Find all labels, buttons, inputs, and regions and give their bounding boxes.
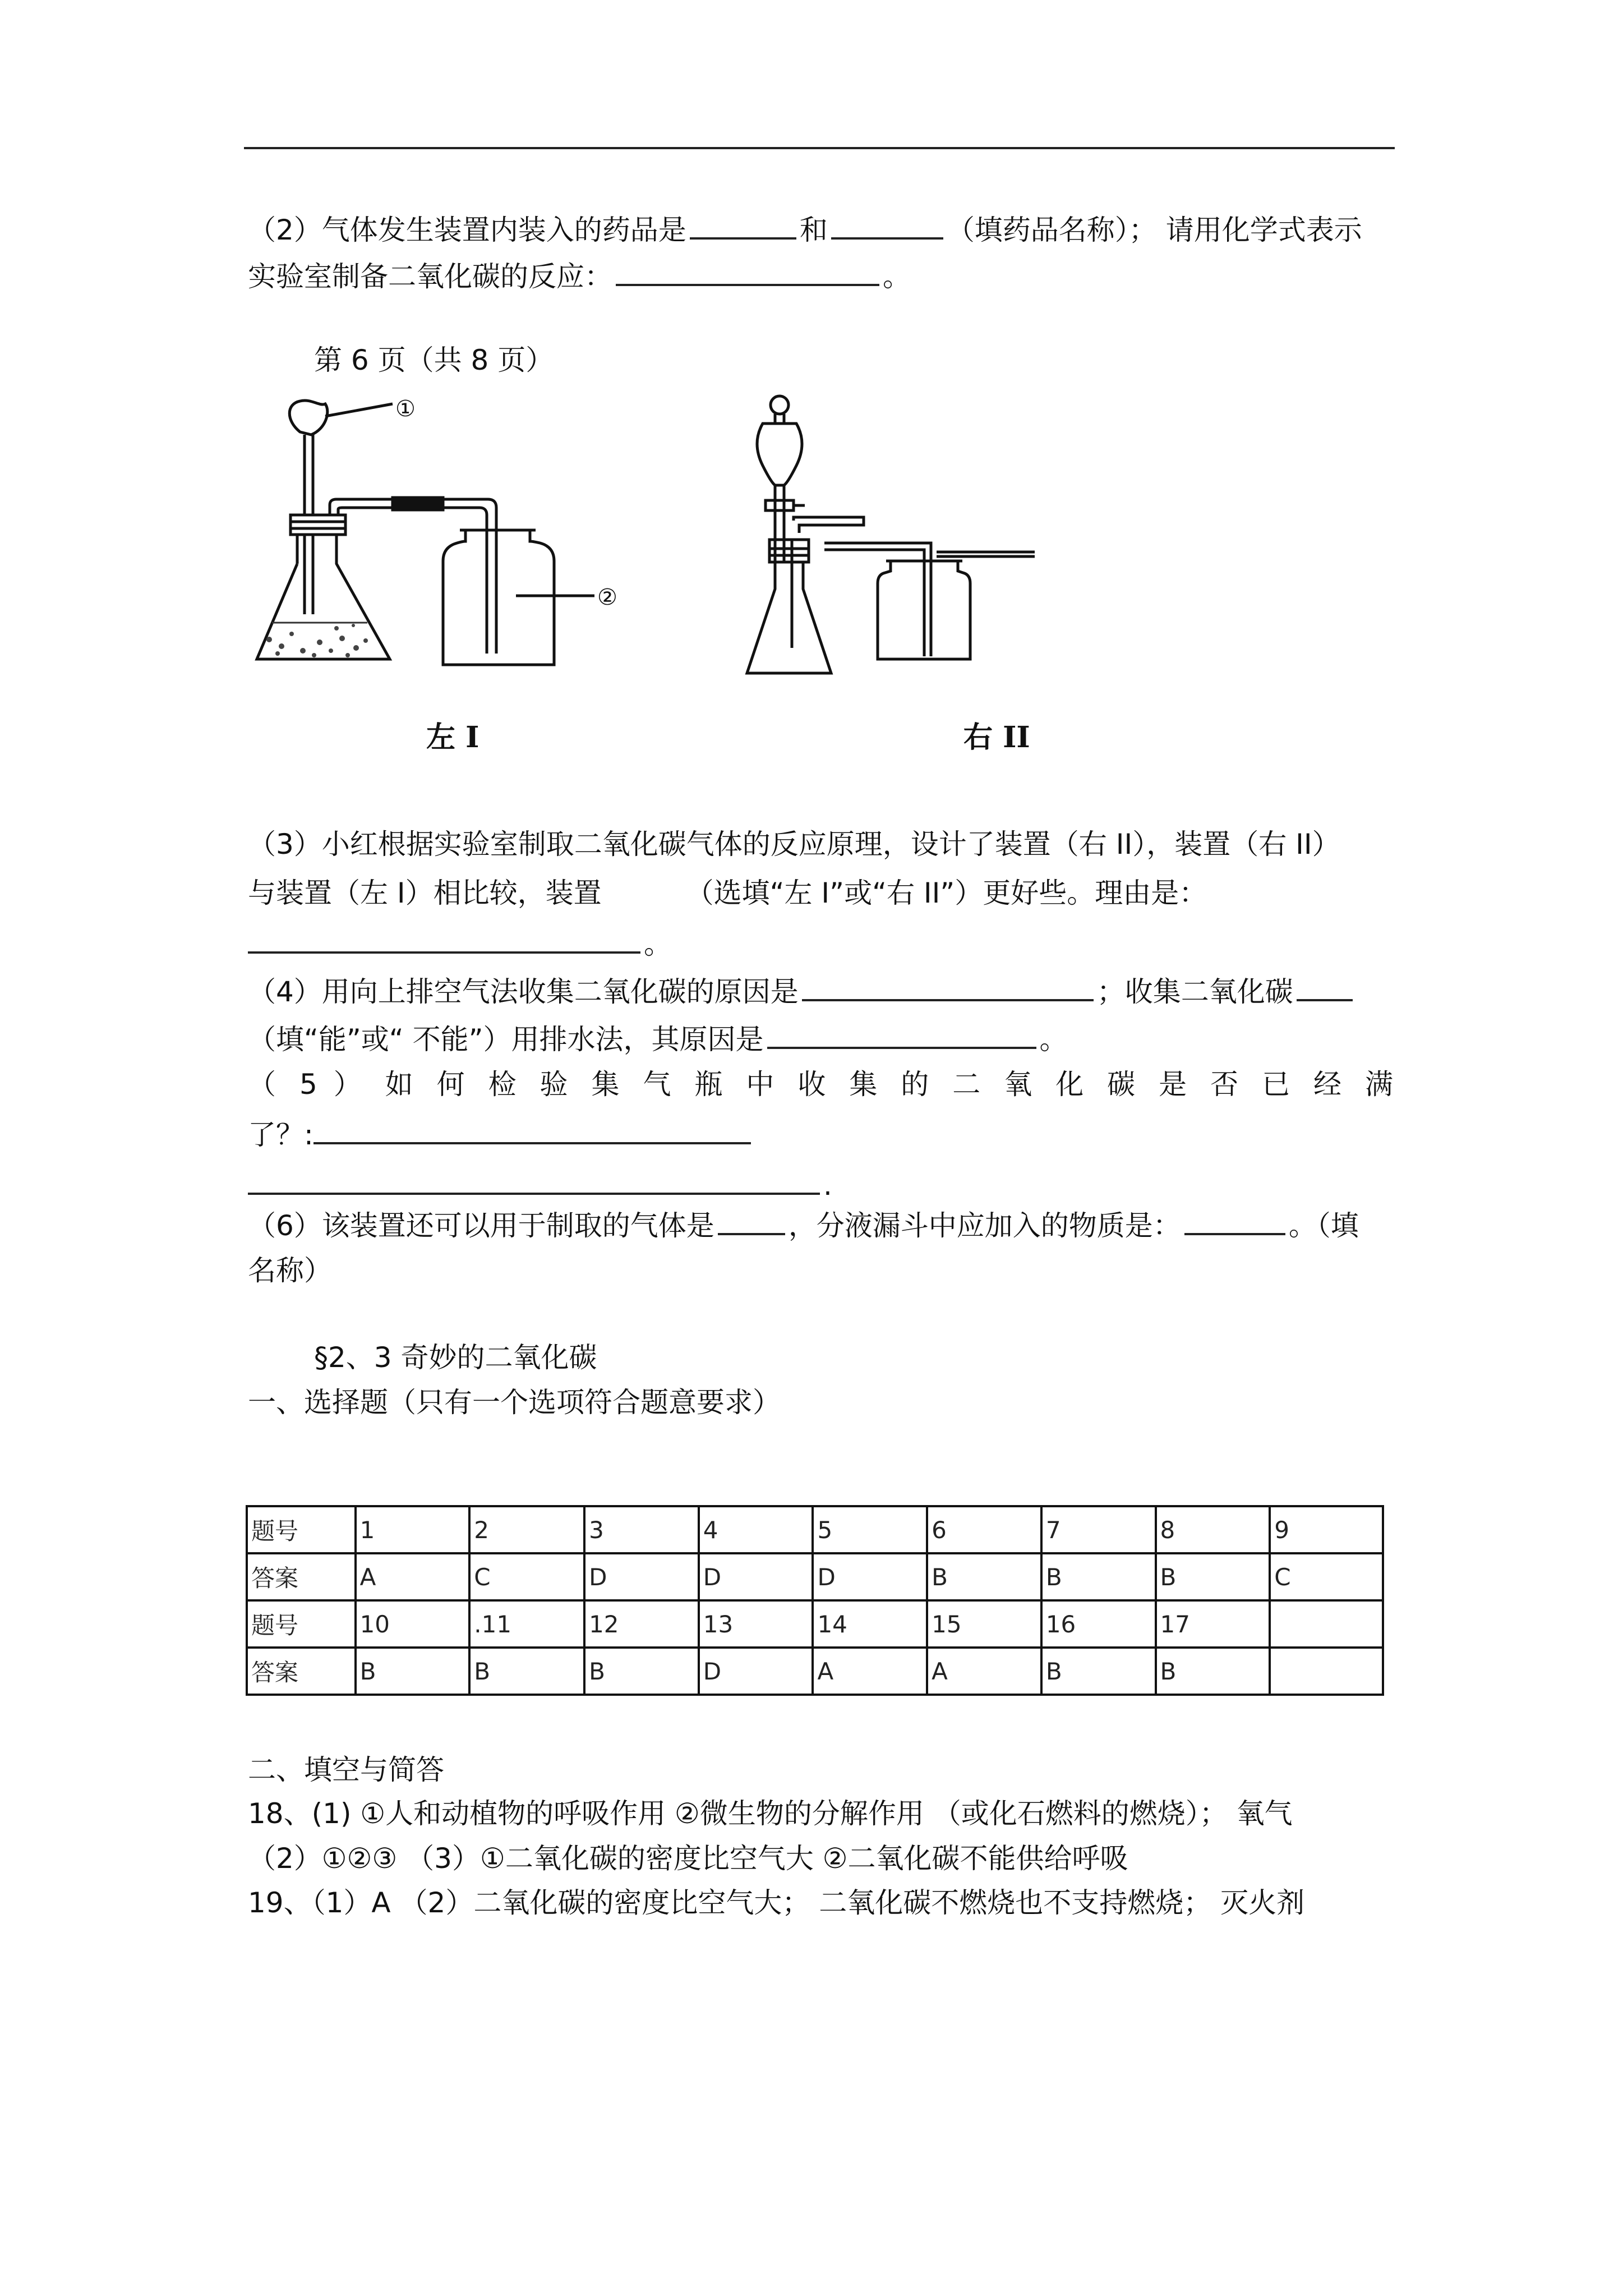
section-title: §2、3 奇妙的二氧化碳: [314, 1341, 597, 1374]
table-cell: D: [584, 1553, 699, 1600]
table-cell: [1270, 1600, 1383, 1648]
q6-line2: 名称）: [248, 1254, 332, 1287]
table-cell: B: [1156, 1553, 1270, 1600]
table-cell: [1270, 1648, 1383, 1695]
table-cell: C: [469, 1553, 584, 1600]
table-cell: 1: [356, 1506, 470, 1553]
part1-title: 一、选择题（只有一个选项符合题意要求）: [248, 1386, 781, 1419]
marker-1-label: ①: [395, 396, 416, 422]
table-cell: B: [1041, 1648, 1156, 1695]
table-cell: B: [927, 1553, 1041, 1600]
table-cell: B: [584, 1648, 699, 1695]
table-row-header-cell: 答案: [247, 1553, 356, 1600]
q4-line1: （4）用向上排空气法收集二氧化碳的原因是 ；收集二氧化碳: [248, 972, 1356, 1009]
right-figure-caption: 右 II: [963, 720, 1030, 754]
q3-line2: 与装置（左 I）相比较，装置 （选填“左 I”或“右 II”）更好些。理由是：: [248, 877, 1207, 909]
table-row: [247, 1553, 1383, 1600]
q5-line1: （ 5 ） 如 何 检 验 集 气 瓶 中 收 集 的 二 氧 化 碳 是 否 已 经 满: [248, 1068, 1393, 1101]
answer-blank: [831, 210, 943, 240]
table-cell: B: [1156, 1648, 1270, 1695]
answer-blank: [767, 1020, 1036, 1049]
answer-blank: [1184, 1206, 1285, 1235]
left-figure-caption: 左 I: [426, 720, 479, 754]
answer-blank: [1297, 972, 1353, 1001]
q3-line1: （3）小红根据实验室制取二氧化碳气体的反应原理，设计了装置（右 II），装置（右 II）: [248, 828, 1340, 861]
table-cell: 3: [584, 1506, 699, 1553]
table-row-header-cell: 题号: [247, 1506, 356, 1553]
answer-blank: [802, 972, 1094, 1001]
table-cell: A: [813, 1648, 927, 1695]
thistle-funnel-shape: [289, 401, 328, 435]
table-cell: B: [356, 1648, 470, 1695]
q2-line1: （2）气体发生装置内装入的药品是 和 （填药品名称）； 请用化学式表示: [248, 210, 1362, 247]
table-cell: 7: [1041, 1506, 1156, 1553]
a18-line2: （2）①②③ （3）①二氧化碳的密度比空气大 ②二氧化碳不能供给呼吸: [248, 1842, 1128, 1875]
table-cell: A: [356, 1553, 470, 1600]
table-cell: A: [927, 1648, 1041, 1695]
q3-line3: 。: [248, 924, 672, 961]
q4-line2: （填“能”或“ 不能”）用排水法，其原因是 。: [248, 1020, 1068, 1056]
table-cell: D: [699, 1553, 813, 1600]
q2-line2: 实验室制备二氧化碳的反应： 。: [248, 257, 911, 293]
header-rule: [244, 147, 1395, 149]
a18-line1: 18、(1) ①人和动植物的呼吸作用 ②微生物的分解作用 （或化石燃料的燃烧）； 氧气: [248, 1797, 1293, 1830]
page-marker: 第 6 页（共 8 页）: [314, 344, 554, 376]
table-cell: 16: [1041, 1600, 1156, 1648]
answer-blank: [248, 1166, 820, 1195]
table-cell: 10: [356, 1600, 470, 1648]
table-cell: 4: [699, 1506, 813, 1553]
answer-blank: [248, 924, 640, 954]
answer-table: [246, 1505, 1384, 1696]
table-cell: D: [699, 1648, 813, 1695]
q6-line1: （6）该装置还可以用于制取的气体是 ，分液漏斗中应加入的物质是： 。（填: [248, 1206, 1359, 1243]
table-cell: 5: [813, 1506, 927, 1553]
apparatus-right-figure: [740, 393, 1054, 696]
answer-blank: [313, 1115, 751, 1144]
table-row: [247, 1648, 1383, 1695]
table-cell: 14: [813, 1600, 927, 1648]
table-cell: D: [813, 1553, 927, 1600]
a19-line1: 19、（1）A （2）二氧化碳的密度比空气大； 二氧化碳不燃烧也不支持燃烧； 灭火剂: [248, 1887, 1305, 1919]
rubber-connector: [393, 498, 443, 510]
table-cell: 13: [699, 1600, 813, 1648]
answer-blank: [690, 210, 796, 240]
table-cell: 8: [1156, 1506, 1270, 1553]
q5-line2: 了？:: [248, 1115, 754, 1152]
table-row-header-cell: 题号: [247, 1600, 356, 1648]
table-cell: B: [469, 1648, 584, 1695]
table-cell: 15: [927, 1600, 1041, 1648]
table-cell: C: [1270, 1553, 1383, 1600]
table-cell: 12: [584, 1600, 699, 1648]
part2-title: 二、填空与简答: [248, 1754, 444, 1786]
table-cell: 6: [927, 1506, 1041, 1553]
marker-2-label: ②: [597, 585, 617, 610]
table-cell: B: [1041, 1553, 1156, 1600]
q5-line3: .: [248, 1166, 832, 1202]
table-row-header-cell: 答案: [247, 1648, 356, 1695]
table-row: [247, 1600, 1383, 1648]
table-cell: .11: [469, 1600, 584, 1648]
answer-blank: [616, 257, 879, 286]
answer-blank: [718, 1206, 785, 1235]
table-row: [247, 1506, 1383, 1553]
table-cell: 17: [1156, 1600, 1270, 1648]
apparatus-left-figure: [247, 387, 662, 701]
table-cell: 2: [469, 1506, 584, 1553]
table-cell: 9: [1270, 1506, 1383, 1553]
